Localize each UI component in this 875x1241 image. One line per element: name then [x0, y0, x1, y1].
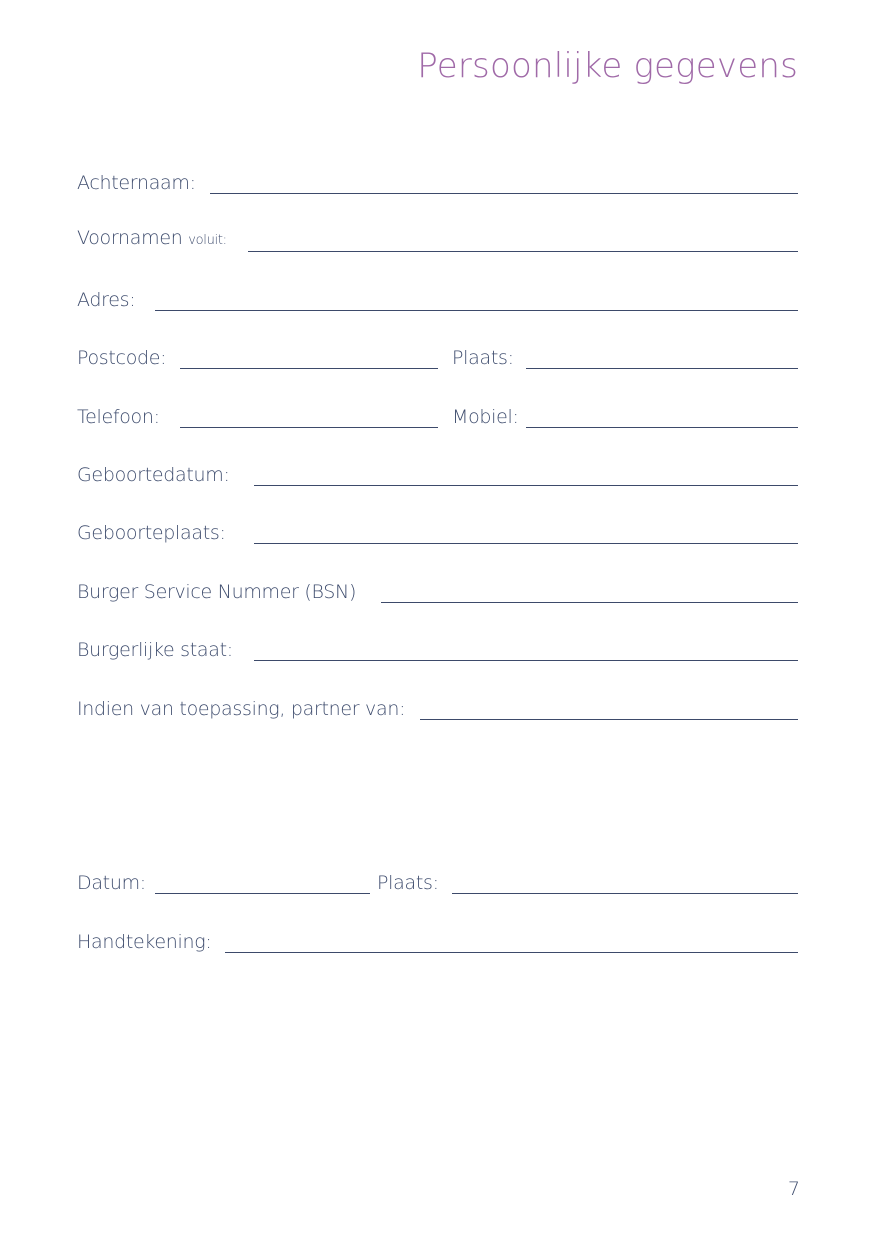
telefoon-mobiel-row: [77, 402, 798, 428]
geboortedatum-row: [77, 460, 798, 486]
page-number: 7: [787, 1178, 800, 1200]
burgerlijke-staat-field[interactable]: [254, 660, 798, 661]
signature-plaats-field[interactable]: [452, 893, 798, 894]
mobiel-field[interactable]: [526, 427, 798, 428]
geboortedatum-field[interactable]: [254, 485, 798, 486]
geboorteplaats-field[interactable]: [254, 543, 798, 544]
voornamen-label-text: Voornamen: [77, 227, 183, 249]
page-title: Persoonlijke gegevens: [417, 46, 798, 86]
achternaam-label: Achternaam:: [77, 172, 196, 194]
voornamen-field[interactable]: [248, 251, 798, 252]
telefoon-label: Telefoon:: [77, 406, 160, 428]
voornamen-label: [77, 227, 227, 252]
handtekening-field[interactable]: [225, 952, 798, 953]
bsn-row: [77, 577, 798, 603]
voornamen-row: [77, 226, 798, 252]
plaats-label: Plaats:: [452, 347, 514, 369]
geboorteplaats-row: [77, 518, 798, 544]
signature-plaats-label: Plaats:: [377, 872, 439, 894]
telefoon-field[interactable]: [180, 427, 438, 428]
postcode-field[interactable]: [180, 368, 438, 369]
geboorteplaats-label: Geboorteplaats:: [77, 522, 226, 544]
handtekening-label: Handtekening:: [77, 931, 212, 953]
postcode-plaats-row: [77, 343, 798, 369]
adres-row: [77, 285, 798, 311]
plaats-field[interactable]: [526, 368, 798, 369]
geboortedatum-label: Geboortedatum:: [77, 464, 230, 486]
achternaam-field[interactable]: [210, 193, 798, 194]
handtekening-row: [77, 927, 798, 953]
partner-row: [77, 694, 798, 720]
postcode-label: Postcode:: [77, 347, 167, 369]
mobiel-label: Mobiel:: [452, 406, 519, 428]
voornamen-label-suffix: voluit:: [188, 233, 227, 248]
bsn-label: Burger Service Nummer (BSN): [77, 581, 357, 603]
adres-field[interactable]: [155, 310, 798, 311]
partner-label: Indien van toepassing, partner van:: [77, 698, 406, 720]
burgerlijke-staat-label: Burgerlijke staat:: [77, 639, 233, 661]
bsn-field[interactable]: [381, 602, 798, 603]
partner-field[interactable]: [420, 719, 798, 720]
datum-field[interactable]: [155, 893, 370, 894]
achternaam-row: [77, 168, 798, 194]
adres-label: Adres:: [77, 289, 136, 311]
datum-label: Datum:: [77, 872, 146, 894]
datum-plaats-row: [77, 868, 798, 894]
burgerlijke-staat-row: [77, 635, 798, 661]
